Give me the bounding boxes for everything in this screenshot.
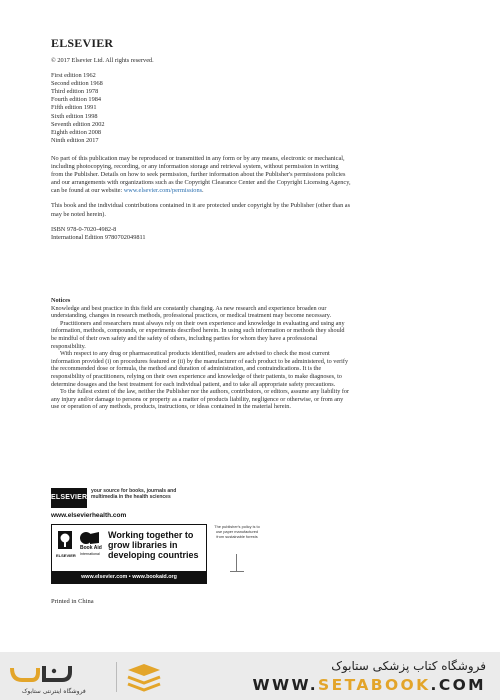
elsevier-health-url[interactable]: www.elsevierhealth.com bbox=[51, 512, 127, 519]
badge-line bbox=[236, 554, 237, 572]
notice-paragraph: Practitioners and researchers must always rely on their own experience and knowledge in evaluating and using any information, methods, compounds, or experiments described herein. In using such information or methods they should be mindful of their own safety and the safety of others, including parties for whom they have a professional responsibility. bbox=[51, 319, 345, 350]
book-aid-urls[interactable]: www.elsevier.com • www.bookaid.org bbox=[52, 571, 206, 583]
setabook-logo-icon bbox=[8, 662, 78, 686]
elsevier-tagline: your source for books, journals and multimedia in the health sciences bbox=[91, 488, 177, 500]
paper-policy-badge bbox=[214, 524, 260, 572]
book-aid-elsevier-label: ELSEVIER bbox=[56, 553, 76, 558]
url-suffix: .COM bbox=[430, 676, 486, 694]
edition-list bbox=[51, 72, 351, 145]
permissions-end: . bbox=[202, 187, 204, 195]
notice-paragraph: Knowledge and best practice in this field are constantly changing. As new research and experience broaden our understanding, changes in research methods, professional practices, or medical treatment may become necessary. bbox=[51, 304, 331, 320]
store-title: فروشگاه کتاب پزشکی ستابوک bbox=[331, 659, 486, 673]
edition-item: Second edition 1968 bbox=[51, 80, 103, 88]
url-prefix: WWW. bbox=[252, 676, 319, 694]
elsevier-health-logo bbox=[51, 488, 211, 522]
edition-item: Fifth edition 1991 bbox=[51, 104, 97, 112]
copyright-block bbox=[51, 36, 351, 242]
notice-paragraph: With respect to any drug or pharmaceutical products identified, readers are advised to check the most current information provided (i) on procedures featured or (ii) by the manufacturer of each product to be administered, to verify the recommended dose or formula, the method and duration of administration, and contraindications. It is the responsibility of practitioners, relying on their own experience and knowledge of their patients, to make diagnoses, to determine dosages and the best treatment for each individual patient, and to take all appropriate safety precautions. bbox=[51, 350, 349, 388]
badge-base-line bbox=[230, 571, 244, 572]
isbn: ISBN 978-0-7020-4982-8 bbox=[51, 225, 117, 233]
edition-item: Seventh edition 2002 bbox=[51, 120, 105, 128]
protected-paragraph: This book and the individual contributions contained in it are protected under copyright by the Publisher (other than as may be noted herein). bbox=[51, 202, 351, 218]
book-aid-name: Book Aid bbox=[80, 545, 102, 551]
edition-item: Third edition 1978 bbox=[51, 88, 99, 96]
permissions-link[interactable]: www.elsevier.com/permissions bbox=[123, 187, 203, 195]
books-stack-icon bbox=[126, 662, 162, 694]
copyright-line: © 2017 Elsevier Ltd. All rights reserved. bbox=[51, 57, 154, 64]
book-aid-slogan: Working together to grow libraries in developing countries bbox=[108, 530, 199, 560]
edition-item: First edition 1962 bbox=[51, 72, 96, 80]
url-accent: SETABOOK bbox=[318, 676, 431, 694]
notices-title: Notices bbox=[51, 297, 71, 304]
permissions-text: No part of this publication may be reproduced or transmitted in any form or by any means, electronic or mechanical, including photocopying, recording, or any information storage and retrieval system, without permission in writing from the Publisher. Details on how to seek permission, further information about the Publisher's permissions policies and our arrangements with organizations such as the Copyright Clearance Center and the Copyright Licensing Agency, can be found at our website: bbox=[51, 154, 351, 195]
international-edition: International Edition 9780702049811 bbox=[51, 233, 146, 241]
elsevier-tree-icon bbox=[58, 531, 72, 549]
book-aid-icon bbox=[80, 531, 100, 545]
paper-policy-text: The publisher's policy is to use paper manufactured from sustainable forests bbox=[214, 524, 260, 539]
store-url[interactable] bbox=[253, 676, 486, 694]
edition-item: Fourth edition 1984 bbox=[51, 96, 102, 104]
printed-in: Printed in China bbox=[51, 597, 94, 605]
book-aid-name-sub: International bbox=[80, 552, 100, 556]
edition-item: Eighth edition 2008 bbox=[51, 128, 102, 136]
elsevier-logo-box: ELSEVIER bbox=[51, 488, 87, 508]
banner-divider bbox=[116, 662, 117, 692]
notices-block bbox=[51, 297, 351, 411]
store-subtitle: فروشگاه اینترنتی ستابوک bbox=[22, 688, 86, 695]
notice-paragraph: To the fullest extent of the law, neither the Publisher nor the authors, contributors, or editors, assume any liability for any injury and/or damage to persons or property as a matter of products liability, negligence or otherwise, or from any use or operation of any methods, products, instructions, or ideas contained in the material herein. bbox=[51, 388, 350, 411]
edition-item: Ninth edition 2017 bbox=[51, 136, 99, 144]
permissions-paragraph bbox=[51, 155, 351, 195]
book-aid-logos bbox=[56, 529, 104, 569]
book-aid-banner bbox=[51, 524, 207, 584]
edition-item: Sixth edition 1998 bbox=[51, 112, 98, 120]
publisher-name: ELSEVIER bbox=[51, 36, 114, 50]
